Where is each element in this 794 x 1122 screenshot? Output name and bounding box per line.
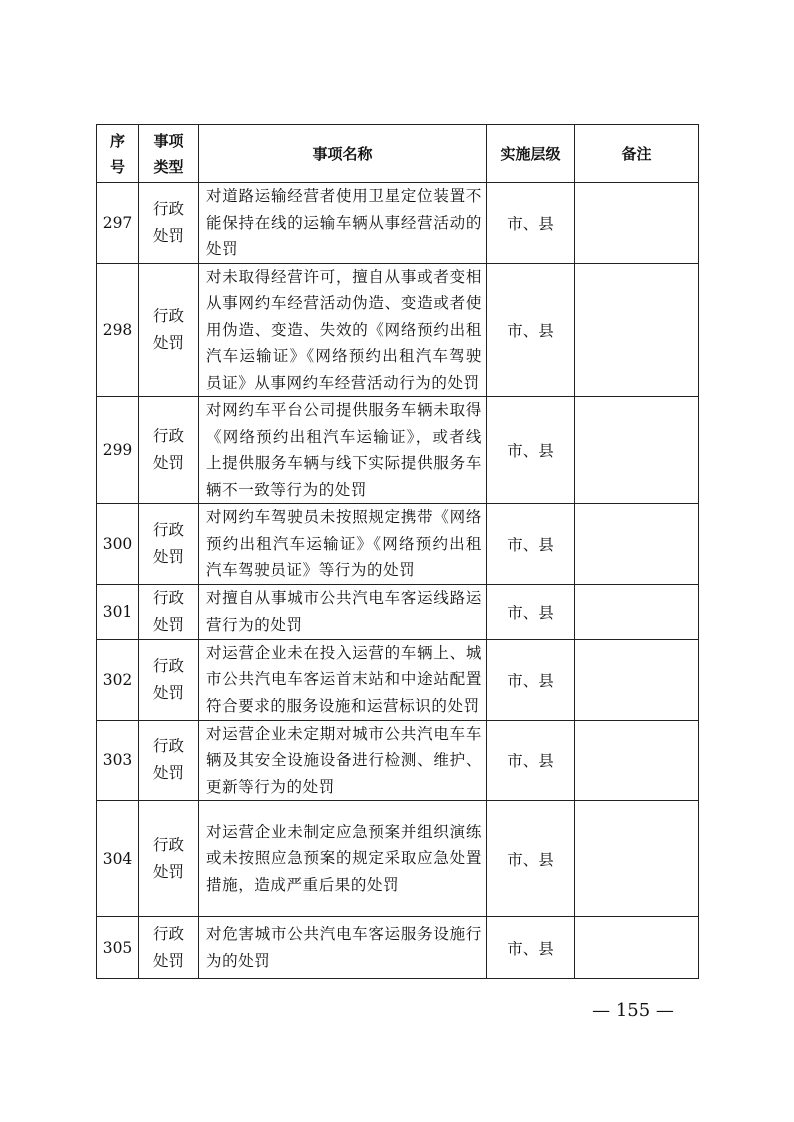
row-type-text: 行政处罚 (152, 588, 184, 634)
row-note (575, 183, 699, 264)
row-number: 302 (97, 639, 139, 720)
row-name: 对运营企业未定期对城市公共汽电车车辆及其安全设施设备进行检测、维护、更新等行为的处罚 (199, 720, 487, 801)
row-type-text: 行政处罚 (152, 656, 184, 702)
header-name: 事项名称 (199, 125, 487, 183)
row-note (575, 504, 699, 585)
row-level: 市、县 (487, 720, 575, 801)
header-type (139, 125, 199, 183)
row-type (139, 917, 199, 979)
row-name: 对运营企业未在投入运营的车辆上、城市公共汽电车客运首末站和中途站配置符合要求的服务设施和运营标识的处罚 (199, 639, 487, 720)
row-number: 301 (97, 584, 139, 639)
table-row (97, 584, 699, 639)
row-type (139, 584, 199, 639)
row-level: 市、县 (487, 639, 575, 720)
row-level: 市、县 (487, 397, 575, 504)
header-level: 实施层级 (487, 125, 575, 183)
row-level: 市、县 (487, 263, 575, 397)
row-number: 299 (97, 397, 139, 504)
row-type-text: 行政处罚 (152, 306, 184, 352)
header-num-text: 序号 (109, 131, 125, 176)
row-type-text: 行政处罚 (152, 427, 184, 472)
page-number: — 155 — (592, 1000, 674, 1021)
row-level: 市、县 (487, 801, 575, 917)
row-type-text: 行政处罚 (152, 737, 184, 783)
table-row (97, 639, 699, 720)
row-note (575, 917, 699, 979)
row-type (139, 639, 199, 720)
row-note (575, 639, 699, 720)
row-level: 市、县 (487, 183, 575, 264)
row-type (139, 720, 199, 801)
row-type (139, 183, 199, 264)
row-name: 对危害城市公共汽电车客运服务设施行为的处罚 (199, 917, 487, 979)
row-type (139, 263, 199, 397)
table-row (97, 183, 699, 264)
row-name: 对道路运输经营者使用卫星定位装置不能保持在线的运输车辆从事经营活动的处罚 (199, 183, 487, 264)
table-header-row (97, 125, 699, 183)
row-note (575, 263, 699, 397)
row-note (575, 801, 699, 917)
row-number: 303 (97, 720, 139, 801)
row-number: 298 (97, 263, 139, 397)
row-type-text: 行政处罚 (152, 520, 184, 566)
row-number: 300 (97, 504, 139, 585)
table-row (97, 917, 699, 979)
row-type (139, 504, 199, 585)
row-type (139, 397, 199, 504)
row-note (575, 397, 699, 504)
items-table (96, 124, 699, 979)
row-name: 对擅自从事城市公共汽电车客运线路运营行为的处罚 (199, 584, 487, 639)
table-row (97, 263, 699, 397)
row-type-text: 行政处罚 (152, 835, 184, 881)
row-number: 304 (97, 801, 139, 917)
row-name: 对网约车平台公司提供服务车辆未取得《网络预约出租汽车运输证》，或者线上提供服务车辆与线下实际提供服务车辆不一致等行为的处罚 (199, 397, 487, 504)
header-note: 备注 (575, 125, 699, 183)
row-level: 市、县 (487, 584, 575, 639)
row-level: 市、县 (487, 504, 575, 585)
header-type-text: 事项类型 (153, 131, 184, 176)
row-number: 305 (97, 917, 139, 979)
row-type (139, 801, 199, 917)
table-row (97, 801, 699, 917)
row-type-text: 行政处罚 (152, 924, 184, 970)
row-note (575, 720, 699, 801)
table-row (97, 504, 699, 585)
row-level: 市、县 (487, 917, 575, 979)
row-number: 297 (97, 183, 139, 264)
row-type-text: 行政处罚 (152, 199, 184, 245)
table-row (97, 720, 699, 801)
row-note (575, 584, 699, 639)
row-name: 对未取得经营许可，擅自从事或者变相从事网约车经营活动伪造、变造或者使用伪造、变造、失效的《网络预约出租汽车运输证》《网络预约出租汽车驾驶员证》从事网约车经营活动行为的处罚 (199, 263, 487, 397)
table-row (97, 397, 699, 504)
header-num (97, 125, 139, 183)
row-name: 对网约车驾驶员未按照规定携带《网络预约出租汽车运输证》《网络预约出租汽车驾驶员证》等行为的处罚 (199, 504, 487, 585)
row-name: 对运营企业未制定应急预案并组织演练或未按照应急预案的规定采取应急处置措施，造成严重后果的处罚 (199, 801, 487, 917)
